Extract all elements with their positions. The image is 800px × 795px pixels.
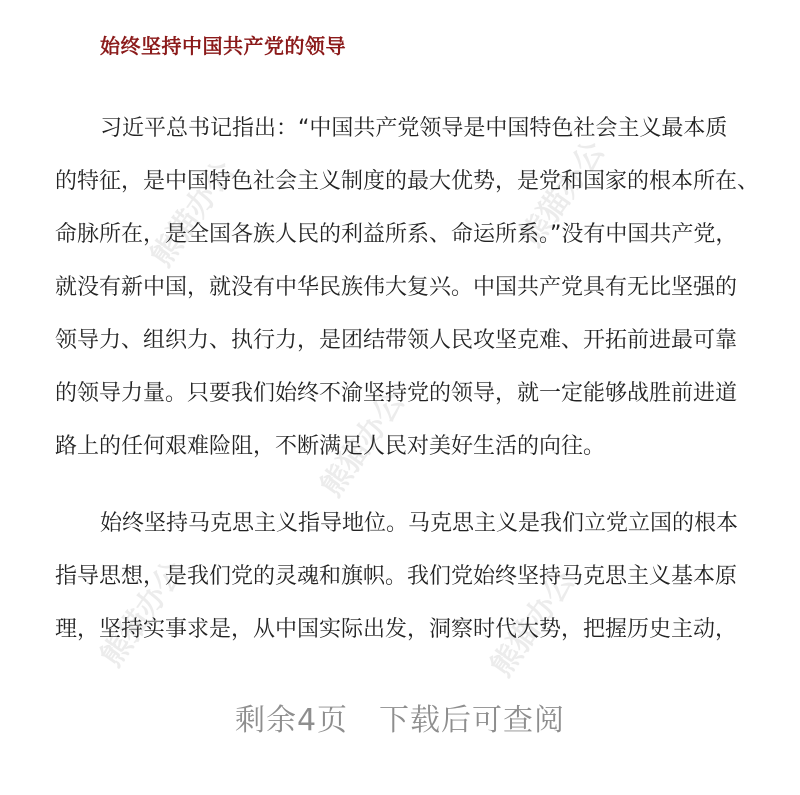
paragraph-line: 就没有新中国，就没有中华民族伟大复兴。中国共产党具有无比坚强的 — [55, 275, 738, 300]
paragraph-2 — [55, 497, 755, 656]
watermark: 熊猫办公 — [314, 384, 412, 504]
paragraph-line: 路上的任何艰难险阻，不断满足人民对美好生活的向往。 — [55, 434, 606, 459]
paragraph-line: 始终坚持马克思主义指导地位。马克思主义是我们立党立国的根本 — [100, 511, 739, 536]
watermark: 熊猫办公 — [144, 154, 242, 274]
paragraph-line: 命脉所在，是全国各族人民的利益所系、命运所系。”没有中国共产党， — [55, 222, 738, 247]
paragraph-line: 习近平总书记指出：“中国共产党领导是中国特色社会主义最本质 — [100, 116, 728, 141]
section-heading: 始终坚持中国共产党的领导 — [100, 34, 346, 58]
paragraph-1 — [55, 102, 760, 473]
paragraph-line: 的特征，是中国特色社会主义制度的最大优势，是党和国家的根本所在、 — [55, 169, 760, 194]
watermark: 熊猫办公 — [94, 554, 192, 674]
watermark: 熊猫办公 — [514, 134, 612, 254]
paragraph-line: 指导思想，是我们党的灵魂和旗帜。我们党始终坚持马克思主义基本原 — [55, 564, 738, 589]
remaining-pages-notice[interactable]: 剩余4页 下载后可查阅 — [234, 703, 566, 738]
paragraph-line: 理，坚持实事求是，从中国实际出发，洞察时代大势，把握历史主动， — [55, 617, 738, 642]
paragraph-line: 领导力、组织力、执行力，是团结带领人民攻坚克难、开拓前进最可靠 — [55, 328, 738, 353]
paragraph-line: 的领导力量。只要我们始终不渝坚持党的领导，就一定能够战胜前进道 — [55, 381, 738, 406]
watermark: 熊猫办公 — [484, 564, 582, 684]
